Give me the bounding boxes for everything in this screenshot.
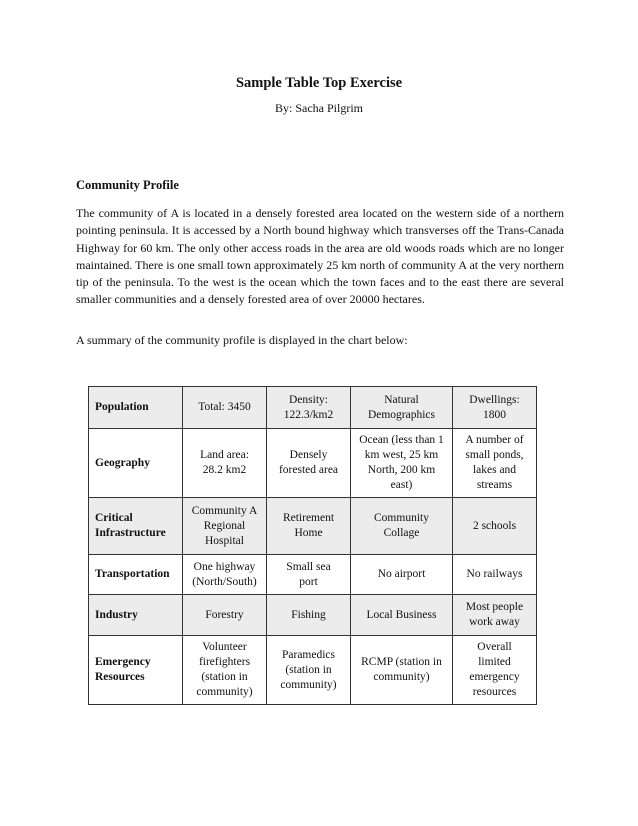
- community-profile-table: [88, 386, 537, 705]
- table-cell: Total: 3450: [183, 387, 267, 429]
- table-cell: Small sea port: [267, 555, 351, 595]
- table-cell: Ocean (less than 1 km west, 25 km North, 200 km east): [351, 429, 453, 498]
- summary-sentence: A summary of the community profile is displayed in the chart below:: [76, 333, 408, 347]
- table-row: [89, 595, 537, 636]
- table-row: [89, 555, 537, 595]
- row-header: Geography: [89, 429, 183, 498]
- document-byline: By: Sacha Pilgrim: [275, 101, 363, 115]
- table-row: [89, 429, 537, 498]
- table-cell: RCMP (station in community): [351, 636, 453, 705]
- table-cell: A number of small ponds, lakes and streams: [453, 429, 537, 498]
- table-row: [89, 498, 537, 555]
- table-cell: Paramedics (station in community): [267, 636, 351, 705]
- table-row: [89, 387, 537, 429]
- table-cell: Density: 122.3/km2: [267, 387, 351, 429]
- table-body: [89, 387, 537, 705]
- row-header: Transportation: [89, 555, 183, 595]
- table-row: [89, 636, 537, 705]
- table-cell: One highway (North/South): [183, 555, 267, 595]
- row-header: Population: [89, 387, 183, 429]
- document-title: Sample Table Top Exercise: [235, 75, 403, 91]
- table-cell: Dwellings: 1800: [453, 387, 537, 429]
- section-heading: Community Profile: [76, 178, 179, 192]
- table-cell: No airport: [351, 555, 453, 595]
- table-cell: Land area: 28.2 km2: [183, 429, 267, 498]
- row-header: Critical Infrastructure: [89, 498, 183, 555]
- table-cell: Densely forested area: [267, 429, 351, 498]
- table-cell: Most people work away: [453, 595, 537, 636]
- table-cell: Natural Demographics: [351, 387, 453, 429]
- table-cell: Community Collage: [351, 498, 453, 555]
- community-description: The community of A is located in a densely forested area located on the western side of a northern pointing peninsula. It is accessed by a North bound highway which transverses off the Trans-Canada Highway for 60 km. The only other access roads in the area are old woods roads which are no longer maintained. There is one small town approximately 25 km north of community A at the very northern tip of the peninsula. To the west is the ocean which the town faces and to the east there are several smaller communities and a densely forested area of over 20000 hectares.: [76, 206, 564, 307]
- table-cell: No railways: [453, 555, 537, 595]
- table-cell: 2 schools: [453, 498, 537, 555]
- table-cell: Forestry: [183, 595, 267, 636]
- table-cell: Overall limited emergency resources: [453, 636, 537, 705]
- table-cell: Volunteer firefighters (station in community): [183, 636, 267, 705]
- table-cell: Retirement Home: [267, 498, 351, 555]
- row-header: Emergency Resources: [89, 636, 183, 705]
- table-cell: Community A Regional Hospital: [183, 498, 267, 555]
- table-cell: Fishing: [267, 595, 351, 636]
- table-cell: Local Business: [351, 595, 453, 636]
- row-header: Industry: [89, 595, 183, 636]
